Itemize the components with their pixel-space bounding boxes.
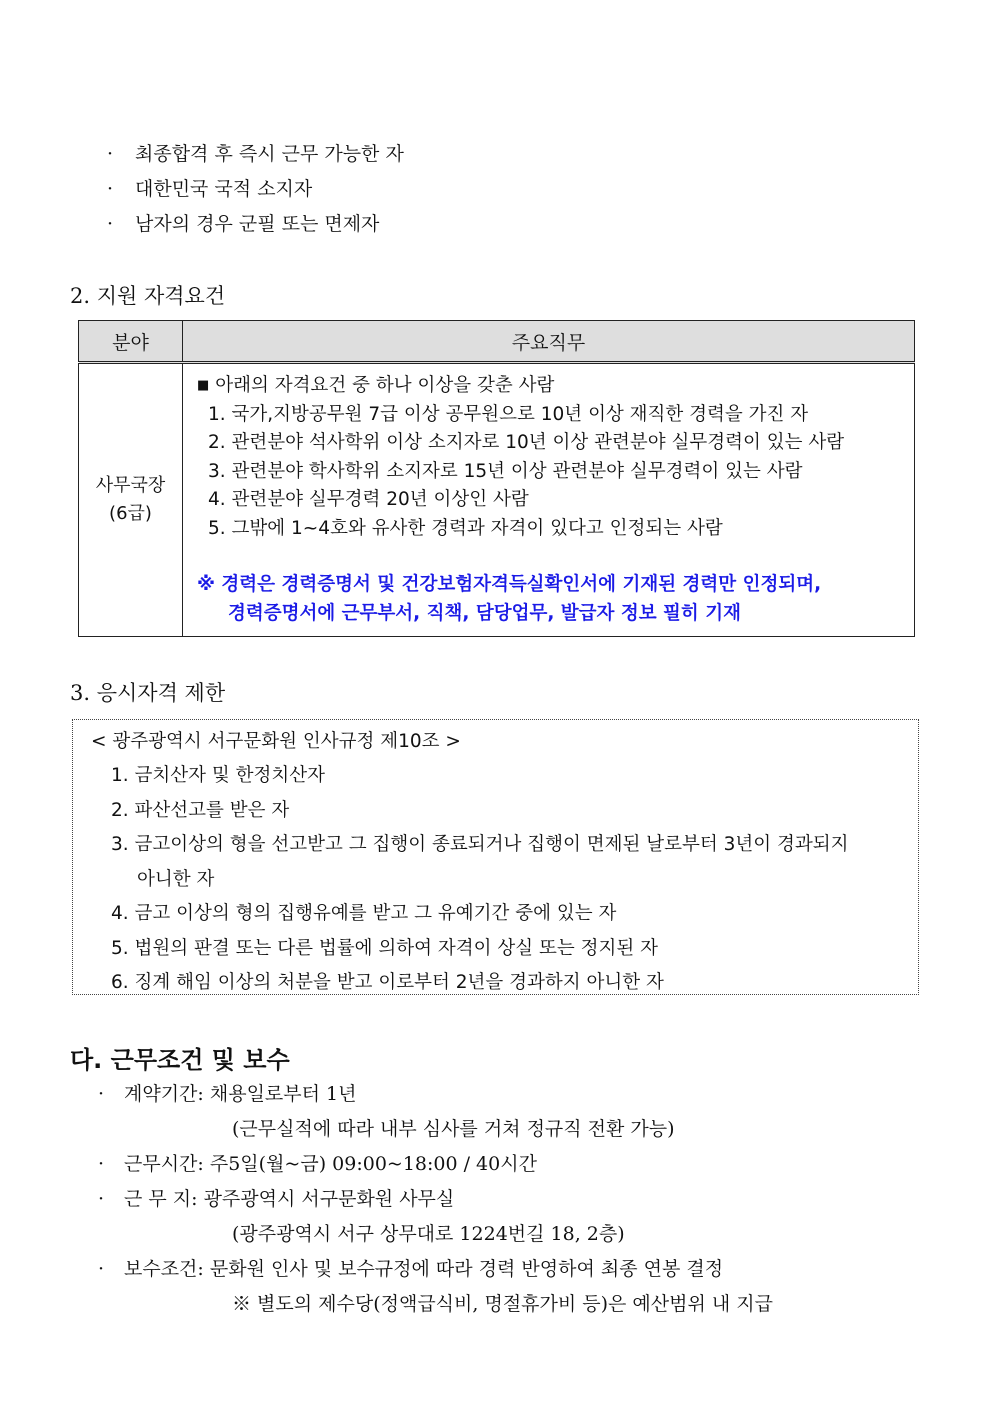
restriction-item: 3. 금고이상의 형을 선고받고 그 집행이 종료되거나 집행이 면제된 날로부터 3년이 경과되지 bbox=[111, 834, 849, 855]
condition-note: (광주광역시 서구 상무대로 1224번길 18, 2층) bbox=[232, 1223, 625, 1245]
restriction-item: 4. 금고 이상의 형의 집행유예를 받고 그 유예기간 중에 있는 자 bbox=[111, 903, 617, 924]
condition-note: (근무실적에 따라 내부 심사를 거쳐 정규직 전환 가능) bbox=[232, 1118, 675, 1140]
restriction-item: 2. 파산선고를 받은 자 bbox=[111, 800, 290, 821]
career-note-continued: 경력증명서에 근무부서, 직책, 담당업무, 발급자 정보 필히 기재 bbox=[228, 602, 741, 624]
condition-note: ※ 별도의 제수당(정액급식비, 명절휴가비 등)은 예산범위 내 지급 bbox=[232, 1293, 773, 1315]
section-title: 2. 지원 자격요건 bbox=[70, 284, 226, 308]
bullet-item bbox=[107, 174, 312, 201]
qualification-table bbox=[78, 320, 915, 637]
condition-text: 보수조건: 문화원 인사 및 보수규정에 따라 경력 반영하여 최종 연봉 결정 bbox=[124, 1258, 724, 1280]
condition-text: 근무시간: 주5일(월~금) 09:00~18:00 / 40시간 bbox=[124, 1153, 537, 1175]
bullet-dot: · bbox=[98, 1188, 105, 1210]
square-bullet-icon: ■ bbox=[197, 378, 210, 393]
category-grade: (6급) bbox=[109, 503, 152, 524]
condition-location bbox=[98, 1184, 454, 1211]
section-title: 3. 응시자격 제한 bbox=[70, 681, 226, 705]
bullet-dot: · bbox=[98, 1153, 105, 1175]
restriction-item: 1. 금치산자 및 한정치산자 bbox=[111, 765, 326, 786]
regulation-title: < 광주광역시 서구문화원 인사규정 제10조 > bbox=[91, 731, 461, 752]
requirement-item: 3. 관련분야 학사학위 소지자로 15년 이상 관련분야 실무경력이 있는 사람 bbox=[208, 460, 803, 482]
restriction-box bbox=[72, 719, 919, 995]
category-name: 사무국장 bbox=[95, 475, 166, 496]
condition-text: 계약기간: 채용일로부터 1년 bbox=[124, 1083, 357, 1105]
category-cell bbox=[79, 363, 183, 637]
condition-pay bbox=[98, 1254, 723, 1281]
requirement-item: 1. 국가,지방공무원 7급 이상 공무원으로 10년 이상 재직한 경력을 가진 자 bbox=[208, 403, 809, 425]
bullet-dot: · bbox=[98, 1083, 105, 1105]
bullet-text: 남자의 경우 군필 또는 면제자 bbox=[135, 213, 380, 235]
requirement-item: 5. 그밖에 1~4호와 유사한 경력과 자격이 있다고 인정되는 사람 bbox=[208, 517, 723, 539]
table-header-row bbox=[79, 321, 915, 363]
restriction-item-continued: 아니한 자 bbox=[137, 869, 215, 890]
career-note: ※ 경력은 경력증명서 및 건강보험자격득실확인서에 기재된 경력만 인정되며, bbox=[197, 574, 822, 595]
restriction-item: 5. 법원의 판결 또는 다른 법률에 의하여 자격이 상실 또는 정지된 자 bbox=[111, 938, 658, 959]
restriction-item: 6. 징계 해임 이상의 처분을 받고 이로부터 2년을 경과하지 아니한 자 bbox=[111, 972, 664, 993]
requirement-item: 4. 관련분야 실무경력 20년 이상인 사람 bbox=[208, 489, 529, 510]
condition-text: 근 무 지: 광주광역시 서구문화원 사무실 bbox=[124, 1188, 455, 1210]
bullet-text: 대한민국 국적 소지자 bbox=[135, 178, 313, 200]
bullet-dot: · bbox=[107, 143, 114, 165]
duties-cell bbox=[183, 363, 915, 637]
column-header-duties: 주요직무 bbox=[183, 321, 915, 363]
bullet-item bbox=[107, 139, 404, 166]
column-header-field: 분야 bbox=[79, 321, 183, 363]
bullet-dot: · bbox=[107, 213, 114, 235]
requirement-item: 2. 관련분야 석사학위 이상 소지자로 10년 이상 관련분야 실무경력이 있는 사람 bbox=[208, 432, 845, 453]
table-row bbox=[79, 363, 915, 637]
bullet-item bbox=[107, 209, 379, 236]
section-heading: 다. 근무조건 및 보수 bbox=[70, 1046, 290, 1074]
requirement-intro bbox=[197, 372, 902, 401]
bullet-text: 최종합격 후 즉시 근무 가능한 자 bbox=[135, 143, 404, 165]
bullet-dot: · bbox=[107, 178, 114, 200]
condition-contract bbox=[98, 1079, 356, 1106]
intro-text: 아래의 자격요건 중 하나 이상을 갖춘 사람 bbox=[215, 375, 555, 396]
condition-hours bbox=[98, 1149, 537, 1176]
bullet-dot: · bbox=[98, 1258, 105, 1280]
